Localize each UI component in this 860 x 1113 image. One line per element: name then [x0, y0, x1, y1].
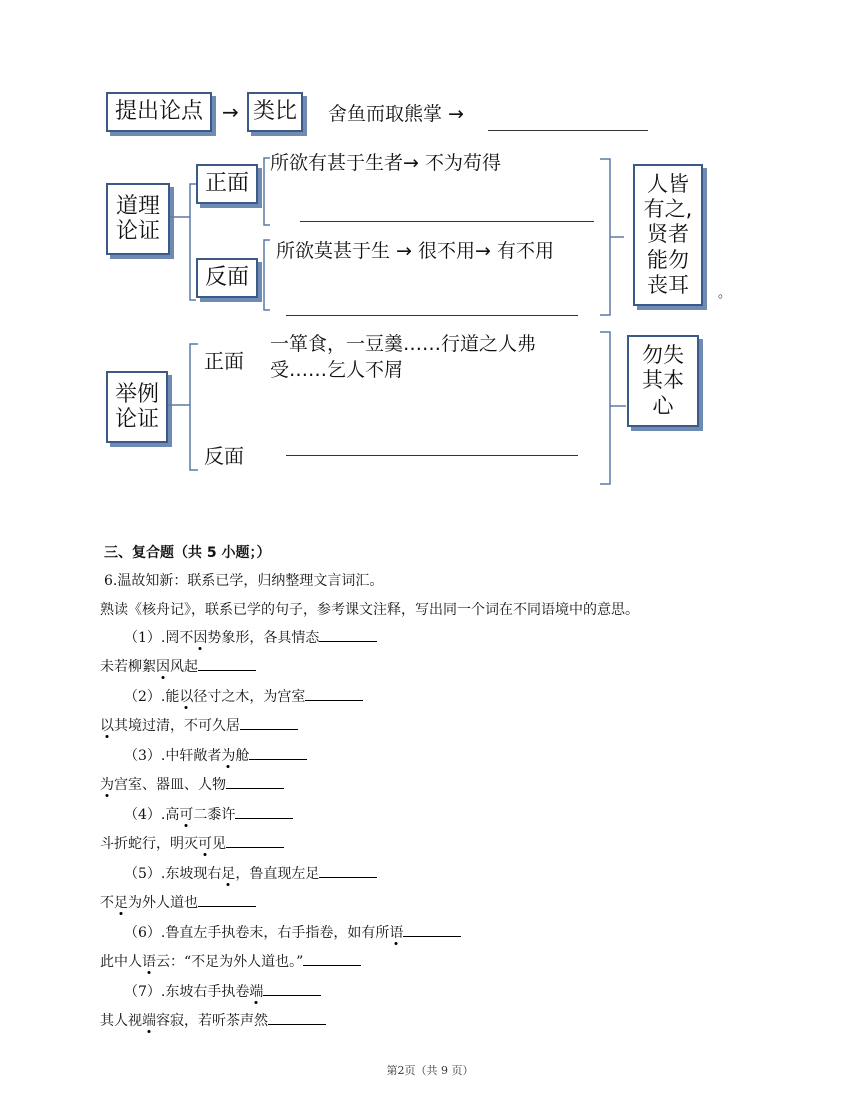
blank-line-2: [300, 221, 594, 222]
trailing-period: 。: [718, 286, 732, 301]
bamboo-basket-text: 一箪食，一豆羹……行道之人弗 受……乞人不屑: [270, 333, 537, 381]
page-footer: 第2页（共 9 页）: [386, 1064, 474, 1077]
item-5-sentence-a: [124, 863, 377, 883]
sentence-text: 其人视: [100, 1013, 142, 1029]
item-2-sentence-a: [124, 686, 363, 706]
sentence-text: （1）.罔不: [124, 630, 194, 646]
question-6-instruction: 熟读《核舟记》，联系已学的句子，参考课文注释，写出同一个词在不同语境中的意思。: [100, 602, 639, 618]
answer-blank[interactable]: [303, 953, 361, 966]
item-1-sentence-a: [124, 627, 377, 647]
answer-blank[interactable]: [249, 747, 307, 760]
item-3-sentence-b: [100, 774, 284, 794]
sentence-text: 不: [100, 895, 114, 911]
sentence-text: （7）.东坡右手执卷: [124, 984, 250, 1000]
bracket-right-2-path: [600, 332, 610, 484]
item-3-sentence-a: [124, 745, 307, 765]
box-example-argument-label: 举例 论证: [114, 381, 159, 432]
sentence-text: 见: [212, 836, 226, 852]
label-negative-2: 反面: [204, 444, 244, 468]
sentence-text: 风起: [170, 659, 198, 675]
sentence-text: （6）.鲁直左手执卷末，右手指卷，如有所: [124, 925, 390, 941]
sentence-text: （5）.东坡现右: [124, 866, 222, 882]
box-analogy: [247, 92, 303, 132]
box-positive-1: [196, 164, 258, 204]
answer-blank[interactable]: [198, 658, 256, 671]
bracket-fan1: [264, 240, 270, 310]
box-reason-argument: [106, 183, 170, 255]
sentence-text: 宫室、器皿、人物: [114, 777, 226, 793]
bracket-right-1-path: [600, 159, 610, 315]
sentence-text: 为外人道也: [128, 895, 198, 911]
answer-blank[interactable]: [305, 688, 363, 701]
emphasized-word: 语: [389, 925, 404, 941]
box-analogy-label: 类比: [252, 99, 297, 125]
item-1-sentence-b: [100, 656, 256, 676]
bracket-example-path: [190, 344, 198, 470]
answer-blank[interactable]: [403, 924, 461, 937]
sentence-text: 其境过清，不可久居: [114, 718, 240, 734]
answer-blank[interactable]: [319, 629, 377, 642]
bracket-right-2: [596, 328, 628, 490]
arrow-icon: →: [222, 100, 239, 124]
emphasized-word: 端: [249, 984, 264, 1000]
answer-blank[interactable]: [226, 776, 284, 789]
sentence-text: 云：“不足为外人道也。”: [156, 954, 304, 970]
box-propose-thesis: [106, 92, 212, 132]
emphasized-word: 以: [179, 689, 194, 705]
item-4-sentence-a: [124, 804, 293, 824]
answer-blank[interactable]: [235, 806, 293, 819]
box-positive-1-label: 正面: [204, 171, 249, 197]
emphasized-word: 为: [221, 748, 236, 764]
box-example-argument: [106, 371, 168, 443]
sentence-text: （3）.中轩敞者: [124, 748, 222, 764]
emphasized-word: 因: [156, 659, 170, 675]
sentence-text: 舱: [235, 748, 250, 764]
desire-more-than-life-text: 所欲有甚于生者→ 不为苟得: [270, 152, 501, 174]
emphasized-word: 端: [142, 1013, 156, 1029]
answer-blank[interactable]: [263, 983, 321, 996]
item-7-sentence-b: [100, 1010, 326, 1030]
sentence-text: ，鲁直现左足: [235, 866, 320, 882]
box-keep-original-heart: [627, 335, 699, 427]
sentence-text: 未若柳絮: [100, 659, 156, 675]
desire-nothing-beyond-life-text: 所欲莫甚于生 → 很不用→ 有不用: [276, 240, 554, 262]
item-6-sentence-a: [124, 922, 461, 942]
sentence-text: （4）.高: [124, 807, 180, 823]
item-7-sentence-a: [124, 981, 321, 1001]
label-positive-2: 正面: [204, 349, 244, 373]
box-reason-argument-label: 道理 论证: [115, 193, 160, 244]
box-negative-1-label: 反面: [204, 265, 249, 291]
answer-blank[interactable]: [319, 865, 377, 878]
sentence-text: 径寸之木，为宫室: [193, 689, 306, 705]
emphasized-word: 因: [193, 630, 208, 646]
emphasized-word: 为: [100, 777, 114, 793]
emphasized-word: 足: [114, 895, 128, 911]
item-4-sentence-b: [100, 833, 284, 853]
answer-blank[interactable]: [240, 717, 298, 730]
sentence-text: 斗折蛇行，明灭: [100, 836, 198, 852]
blank-line-4: [286, 455, 578, 456]
blank-line-3: [286, 315, 578, 316]
answer-blank[interactable]: [226, 835, 284, 848]
sentence-text: 势象形，各具情态: [207, 630, 320, 646]
emphasized-word: 足: [221, 866, 236, 882]
sentence-text: 二黍许: [193, 807, 236, 823]
blank-line-1: [488, 130, 648, 131]
section-title: 三、复合题（共 5 小题；）: [104, 545, 271, 561]
answer-blank[interactable]: [198, 894, 256, 907]
box-negative-1: [196, 258, 258, 298]
box-everyone-has-it: [633, 164, 703, 306]
sentence-text: 容寂，若听茶声然: [156, 1013, 268, 1029]
answer-blank[interactable]: [268, 1012, 326, 1025]
bracket-example: [168, 330, 208, 490]
fish-bear-text: 舍鱼而取熊掌 →: [328, 103, 464, 125]
emphasized-word: 以: [100, 718, 114, 734]
box-everyone-has-it-label: 人皆 有之, 贤者 能勿 丧耳: [643, 172, 693, 297]
emphasized-word: 语: [142, 954, 156, 970]
question-6-intro: 6.温故知新：联系已学，归纳整理文言词汇。: [104, 573, 384, 589]
sentence-text: （2）.能: [124, 689, 180, 705]
item-2-sentence-b: [100, 715, 298, 735]
bracket-right-1: [596, 155, 626, 325]
sentence-text: 此中人: [100, 954, 142, 970]
box-keep-original-heart-label: 勿失 其本 心: [642, 343, 684, 418]
emphasized-word: 可: [198, 836, 212, 852]
item-5-sentence-b: [100, 892, 256, 912]
box-propose-thesis-label: 提出论点: [114, 99, 203, 125]
item-6-sentence-b: [100, 951, 361, 971]
emphasized-word: 可: [179, 807, 194, 823]
